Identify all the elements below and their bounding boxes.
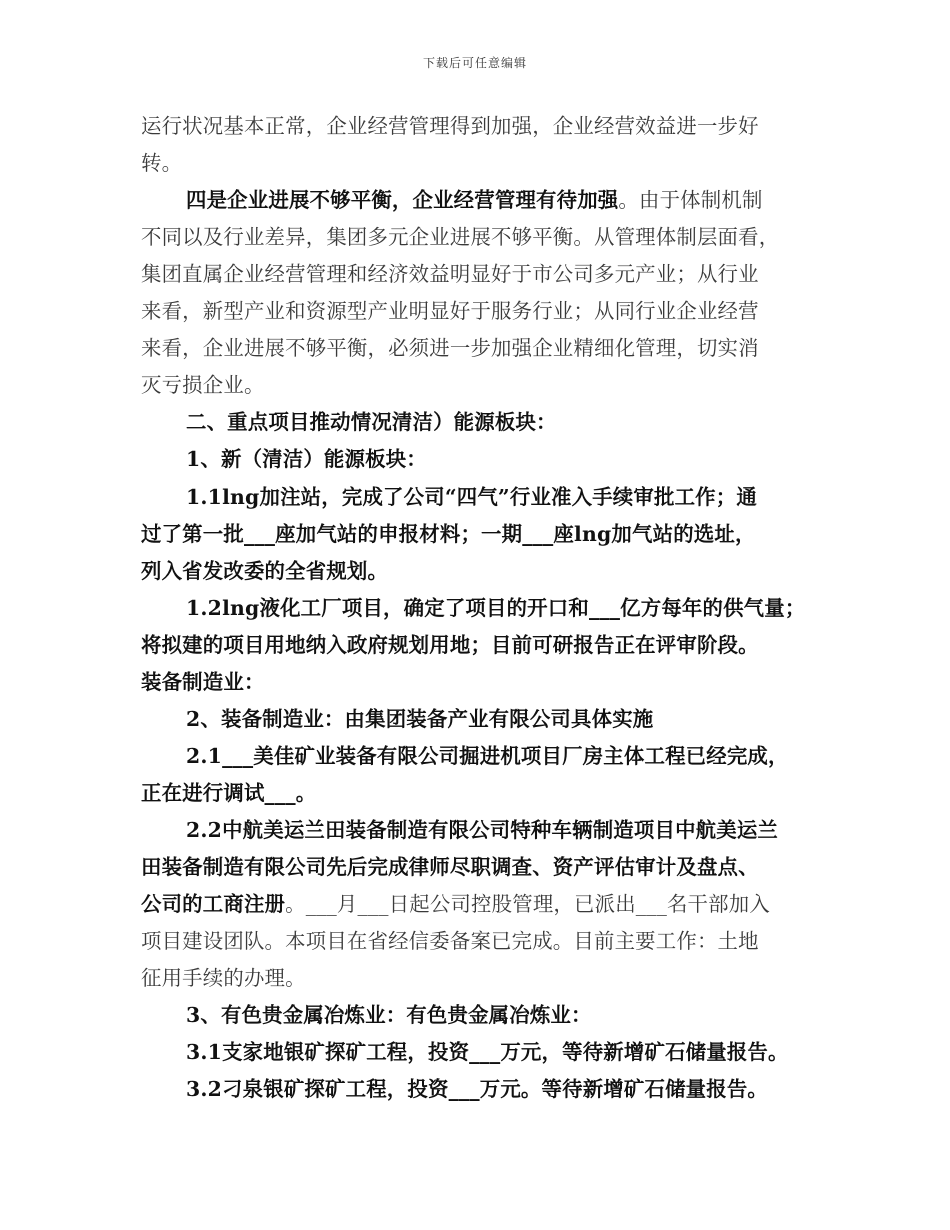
text-line: 来看，企业进展不够平衡，必须进一步加强企业精细化管理，切实消 xyxy=(141,336,759,360)
text-line: 项目建设团队。本项目在省经信委备案已完成。目前主要工作：土地 xyxy=(141,929,759,953)
page-header: 下载后可任意编辑 xyxy=(422,56,527,70)
text-line: 来看，新型产业和资源型产业明显好于服务行业；从同行业企业经营 xyxy=(141,299,759,323)
text-line: 2.2中航美运兰田装备制造有限公司特种车辆制造项目中航美运兰 xyxy=(186,818,779,842)
text-line: 过了第一批___座加气站的申报材料；一期___座lng加气站的选址， xyxy=(141,522,756,546)
text-line: 1.1lng加注站，完成了公司“四气”行业准入手续审批工作；通 xyxy=(186,485,757,509)
text-line: 1.2lng液化工厂项目，确定了项目的开口和___亿方每年的供气量； xyxy=(186,596,806,620)
text-run: 。由于体制机制 xyxy=(618,188,763,212)
subsection-heading: 2、装备制造业：由集团装备产业有限公司具体实施 xyxy=(186,707,654,731)
text-line: 列入省发改委的全省规划。 xyxy=(141,559,389,583)
text-line: 转。 xyxy=(141,151,183,175)
text-line xyxy=(186,185,763,215)
text-line: 正在进行调试___。 xyxy=(141,781,317,805)
text-line: 运行状况基本正常，企业经营管理得到加强，企业经营效益进一步好 xyxy=(141,114,759,138)
text-line: 2.1___美佳矿业装备有限公司掘进机项目厂房主体工程已经完成， xyxy=(186,744,789,768)
subsection-heading: 3、有色贵金属冶炼业：有色贵金属冶炼业： xyxy=(186,1003,592,1027)
text-line: 装备制造业： xyxy=(141,670,265,694)
text-line: 3.2刁泉银矿探矿工程，投资___万元。等待新增矿石储量报告。 xyxy=(186,1077,769,1101)
bold-run: 公司的工商注册 xyxy=(141,892,286,916)
text-run: 。___月___日起公司控股管理，已派出___名干部加入 xyxy=(285,892,770,916)
text-line: 田装备制造有限公司先后完成律师尽职调查、资产评估审计及盘点、 xyxy=(141,855,759,879)
text-line: 征用手续的办理。 xyxy=(141,966,306,990)
text-line: 不同以及行业差异，集团多元企业进展不够平衡。从管理体制层面看， xyxy=(141,225,780,249)
section-heading: 二、重点项目推动情况清洁）能源板块： xyxy=(186,410,557,434)
text-line: 3.1支家地银矿探矿工程，投资___万元，等待新增矿石储量报告。 xyxy=(186,1040,789,1064)
text-line: 将拟建的项目用地纳入政府规划用地；目前可研报告正在评审阶段。 xyxy=(141,633,759,657)
text-line xyxy=(141,889,770,919)
subsection-heading: 1、新（清洁）能源板块： xyxy=(186,447,427,471)
text-line: 灭亏损企业。 xyxy=(141,373,265,397)
text-line: 集团直属企业经营管理和经济效益明显好于市公司多元产业；从行业 xyxy=(141,262,759,286)
bold-heading: 四是企业进展不够平衡，企业经营管理有待加强 xyxy=(186,188,619,212)
